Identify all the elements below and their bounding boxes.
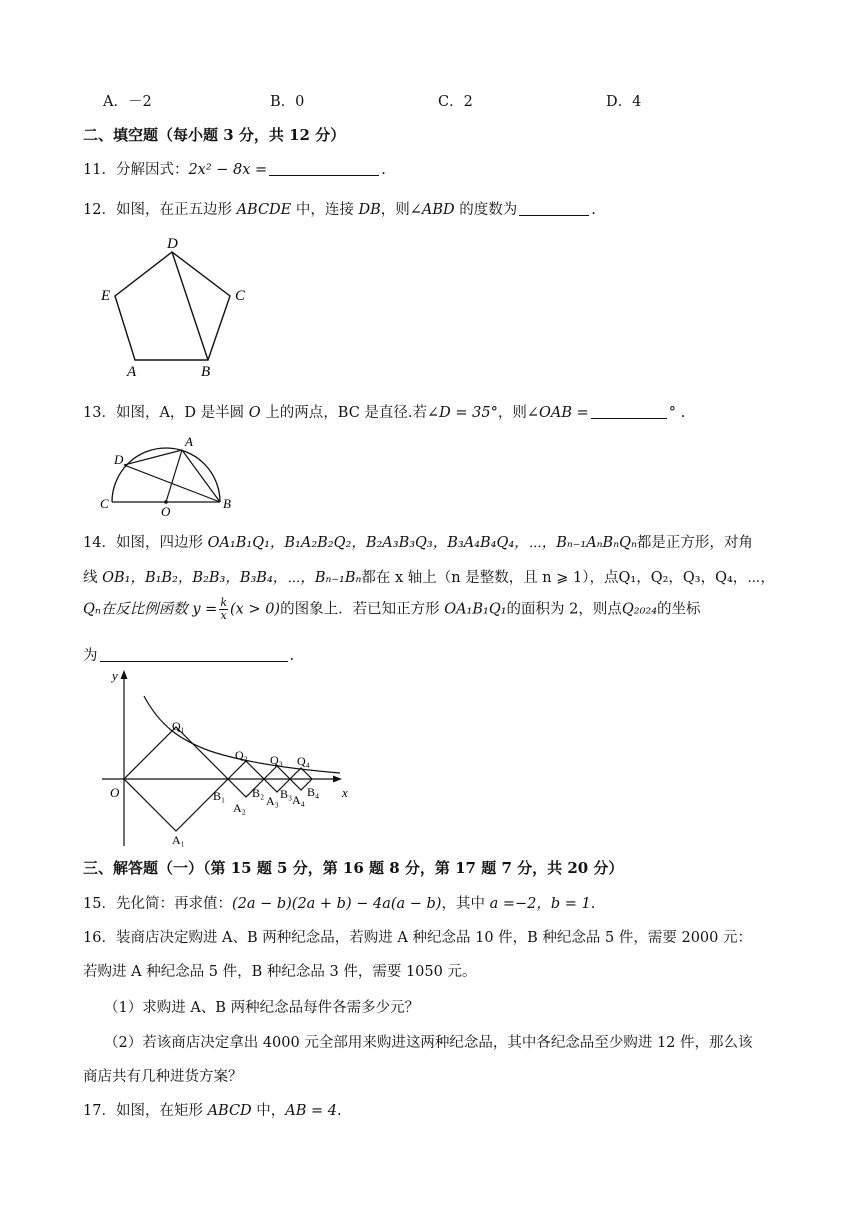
q17-shape: ABCD	[207, 1103, 252, 1119]
question-14-line-2	[83, 566, 775, 587]
label-o: O	[161, 504, 171, 518]
q13-target: ∠OAB =	[526, 405, 589, 421]
label-c: C	[235, 288, 246, 304]
q14-line3-mid: 的图象上．若已知正方形	[280, 601, 445, 618]
question-14-line-4	[83, 644, 294, 665]
label-a: A	[127, 364, 137, 380]
q13-mid2: ，则	[497, 405, 527, 421]
label-x: x	[342, 785, 348, 800]
q14-line1-tail: 都是正方形，对角	[636, 535, 753, 551]
q14-line3-square: OA₁B₁Q₁	[444, 601, 507, 618]
figure-pentagon	[95, 232, 255, 380]
question-12	[83, 198, 596, 219]
q14-answer-blank[interactable]	[100, 647, 288, 662]
q14-line3-tail: 的坐标	[657, 601, 701, 618]
q17-suffix: .	[337, 1103, 342, 1119]
section-heading-solve: 三、解答题（一）（第 15 题 5 分，第 16 题 8 分，第 17 题 7 分，共 20 分）	[83, 859, 624, 877]
q13-mid: 上的两点，BC 是直径.若	[260, 405, 428, 421]
q12-tail: 的度数为	[454, 202, 518, 218]
q13-suffix: ° .	[668, 405, 686, 421]
label-b3: B₃	[280, 787, 293, 801]
q11-expr: 2x² − 8x =	[188, 162, 268, 178]
q13-cond: ∠D = 35°	[427, 405, 498, 421]
x-axis-arrow	[333, 776, 342, 783]
q15-mid: ，其中	[441, 896, 490, 912]
q13-circle: O	[248, 405, 261, 421]
q14-frac-den: x	[220, 609, 227, 622]
q11-prefix: 11．分解因式：	[83, 162, 189, 178]
question-15	[83, 892, 595, 913]
label-b: B	[223, 496, 231, 511]
label-q1: Q₁	[172, 719, 185, 733]
label-d: D	[167, 236, 178, 252]
question-16-part-2-line-1: （2）若该商店决定拿出 4000 元全部用来购进这两种纪念品，其中各纪念品至少购进 12 件，那么该	[104, 1035, 753, 1051]
question-13	[83, 401, 685, 422]
question-16-line-1: 16．装商店决定购进 A、B 两种纪念品，若购进 A 种纪念品 10 件，B 种纪念品 5 件，需要 2000 元：	[83, 930, 752, 946]
q14-line2-prefix: 线	[83, 570, 103, 586]
q17-mid: 中，	[251, 1103, 286, 1119]
q11-answer-blank[interactable]	[269, 161, 379, 176]
figure-semicircle	[96, 432, 242, 518]
label-b: B	[201, 364, 211, 380]
q14-line3-cond: (x > 0)	[230, 601, 281, 618]
label-q2: Q₂	[235, 748, 248, 762]
label-a: A	[185, 434, 193, 449]
q12-seg: DB	[358, 202, 381, 218]
q14-line3-point: Q₂₀₂₄	[621, 601, 658, 618]
label-a2: A₂	[233, 801, 246, 815]
radius-oa	[166, 450, 182, 502]
q12-mid: 中，连接	[291, 202, 359, 218]
label-d: D	[114, 452, 124, 467]
question-16-line-2: 若购进 A 种纪念品 5 件，B 种纪念品 3 件，需要 1050 元。	[83, 964, 477, 980]
label-e: E	[101, 288, 111, 304]
section-heading-fill-in: 二、填空题（每小题 3 分，共 12 分）	[83, 126, 346, 144]
choice-c: C．2	[438, 94, 473, 110]
label-a3: A₃	[266, 794, 279, 808]
chord-da	[124, 450, 182, 465]
label-q4: Q₄	[297, 754, 310, 768]
q12-angle: ∠ABD	[409, 202, 455, 218]
choice-b: B．0	[270, 94, 305, 110]
q14-line2-list: OB₁，B₁B₂，B₂B₃，B₃B₄，⋯，Bₙ₋₁Bₙ	[102, 570, 362, 586]
label-a4: A₄	[292, 793, 305, 807]
question-11	[83, 158, 386, 179]
label-b4: B₄	[307, 785, 320, 799]
q14-frac-num: k	[220, 596, 227, 609]
q17-cond: AB = 4	[285, 1103, 338, 1119]
question-14-line-1	[83, 531, 753, 552]
q17-prefix: 17．如图，在矩形	[83, 1103, 208, 1119]
q14-line1-prefix: 14．如图，四边形	[83, 535, 208, 551]
q15-prefix: 15．先化简：再求值：	[83, 896, 232, 912]
q13-answer-blank[interactable]	[591, 404, 667, 419]
q12-shape: ABCDE	[236, 202, 292, 218]
choice-a: A．－2	[103, 94, 152, 110]
q12-mid2: ，则	[380, 202, 410, 218]
y-axis-arrow	[121, 670, 128, 679]
q14-line3-mid2: 的面积为 2，则点	[506, 601, 622, 618]
label-b2: B₂	[252, 786, 265, 800]
label-y: y	[112, 668, 118, 683]
q14-line4-suffix: .	[289, 648, 295, 664]
q14-line1-list: OA₁B₁Q₁，B₁A₂B₂Q₂，B₂A₃B₃Q₃，B₃A₄B₄Q₄，⋯，Bₙ₋₁AₙBₙQₙ	[207, 535, 637, 551]
q13-prefix: 13．如图，A，D 是半圆	[83, 405, 249, 421]
question-16-part-2-line-2: 商店共有几种进货方案？	[83, 1069, 243, 1085]
choice-d: D．4	[606, 94, 642, 110]
q15-cond: a =−2，b = 1	[489, 896, 591, 912]
diagonal-db	[172, 252, 208, 360]
figure-squares-hyperbola	[100, 666, 360, 851]
label-q3: Q₃	[270, 753, 283, 767]
q14-line2-tail: 都在 x 轴上（n 是整数，且 n ⩾ 1），点Q₁，Q₂，Q₃，Q₄，⋯，	[361, 570, 775, 586]
q15-expr: (2a − b)(2a + b) − 4a(a − b)	[231, 896, 442, 912]
q12-answer-blank[interactable]	[519, 201, 589, 216]
label-a1: A₁	[172, 833, 185, 847]
q14-line3-prefix: Qₙ在反比例函数 y =	[83, 601, 218, 618]
question-17	[83, 1099, 342, 1120]
question-16-part-1: （1）求购进 A、B 两种纪念品每件各需多少元？	[104, 1000, 420, 1016]
q12-suffix: .	[591, 202, 596, 218]
q14-line4-prefix: 为	[83, 648, 98, 664]
q15-suffix: .	[590, 896, 596, 912]
q11-suffix: .	[381, 162, 386, 178]
pentagon-shape	[115, 252, 230, 360]
label-b1: B₁	[213, 789, 226, 803]
semicircle-arc	[112, 448, 220, 502]
question-14-line-3	[83, 597, 701, 622]
q12-prefix: 12．如图，在正五边形	[83, 202, 237, 218]
q14-fraction	[219, 597, 228, 622]
label-o: O	[110, 785, 120, 800]
label-c: C	[100, 496, 109, 511]
